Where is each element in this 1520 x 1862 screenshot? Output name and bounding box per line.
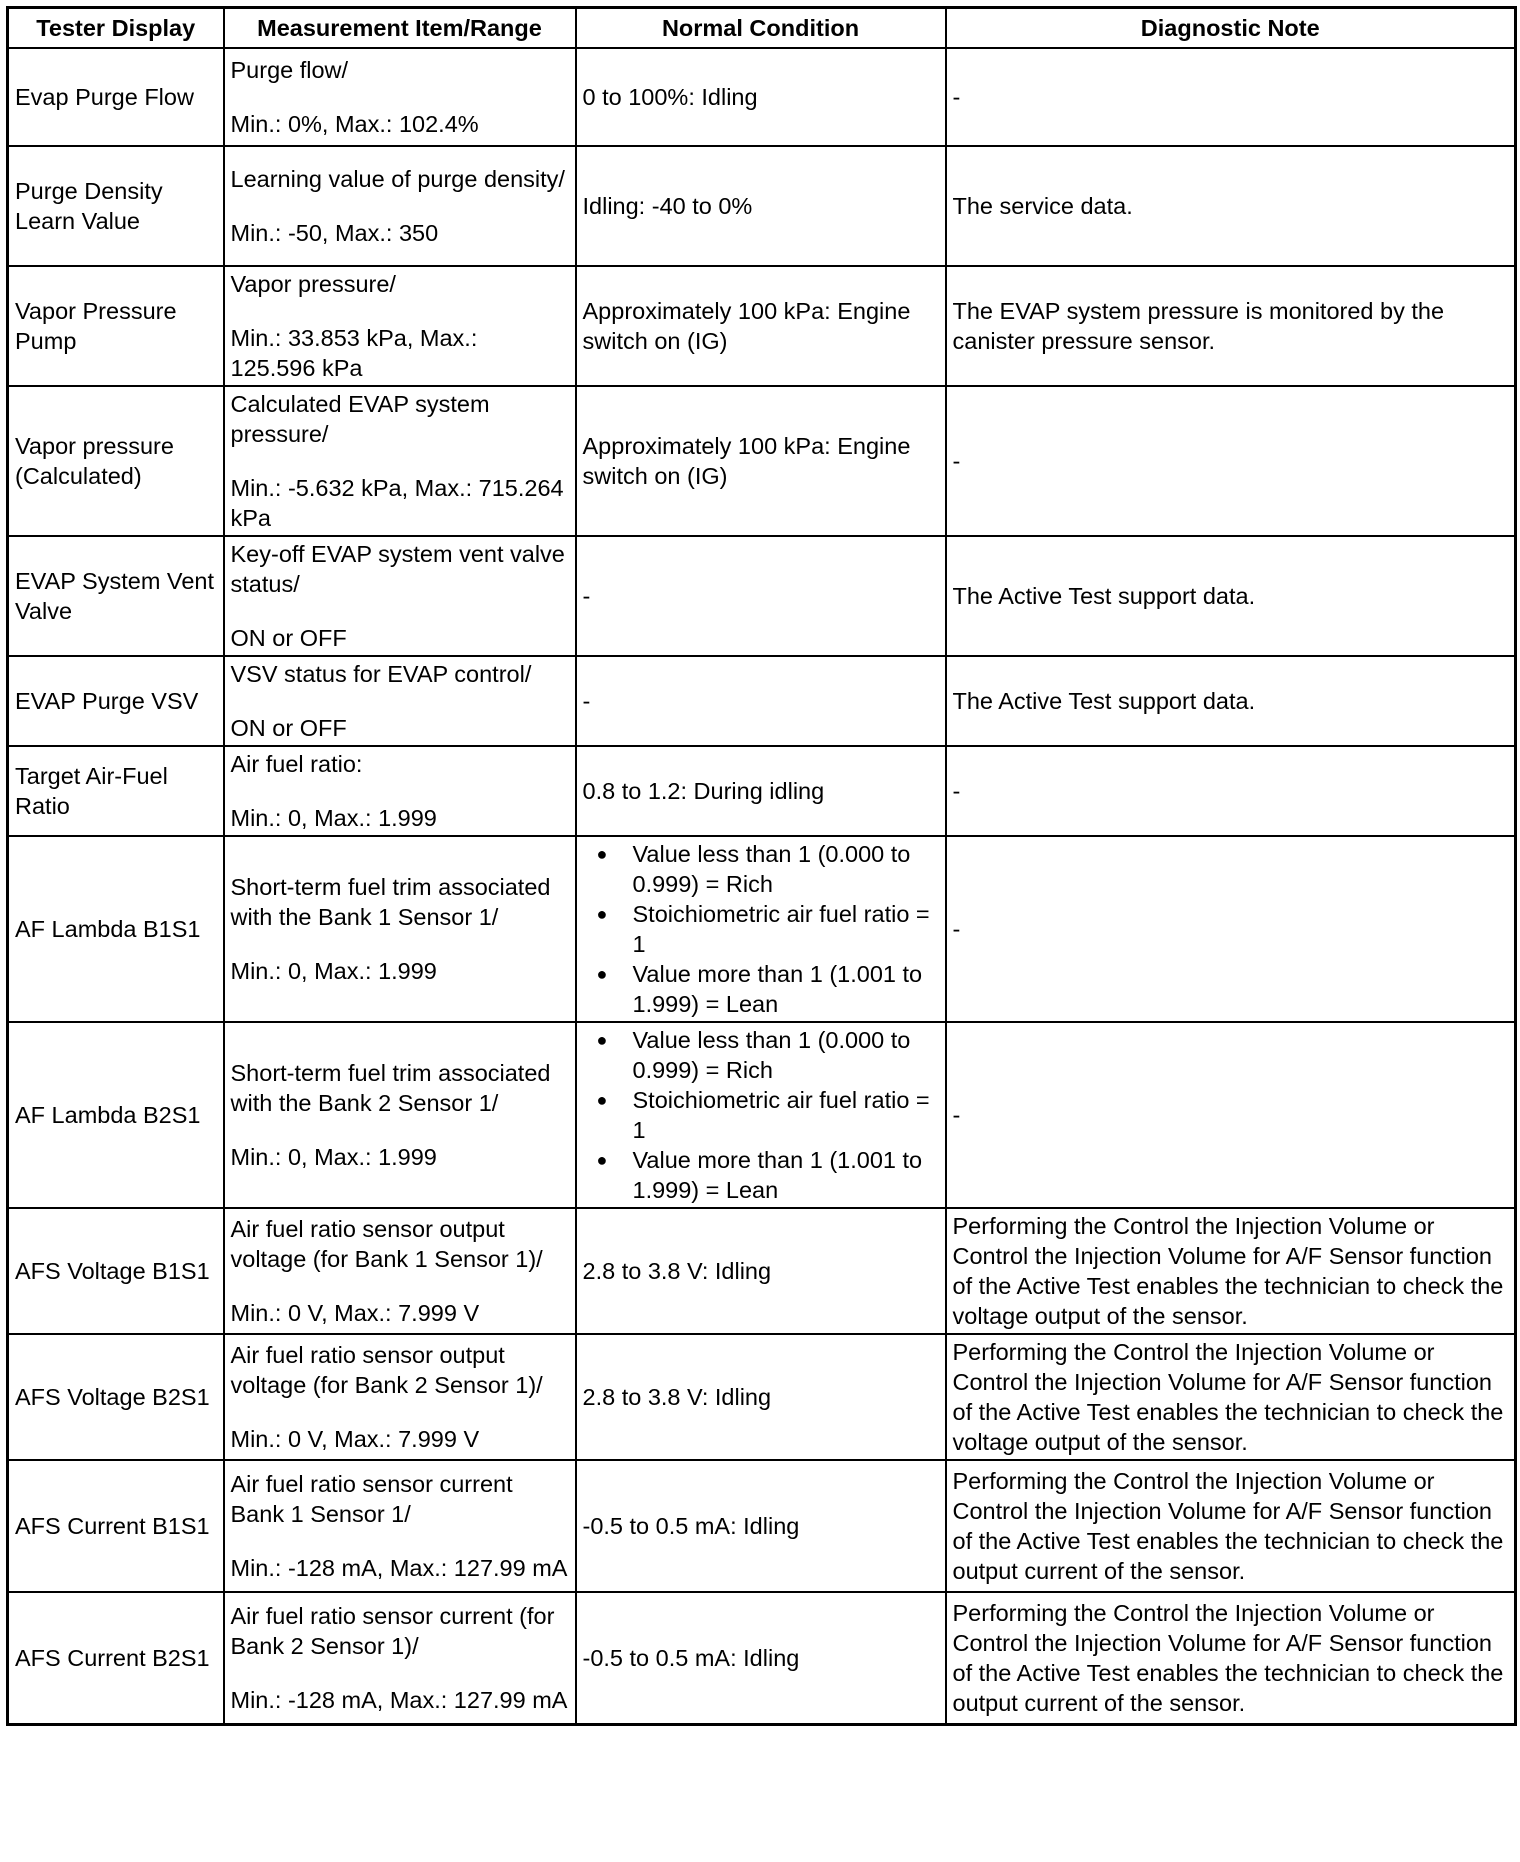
table-body bbox=[8, 48, 1516, 1724]
cell-tester-display: Purge Density Learn Value bbox=[8, 146, 224, 266]
measurement-description: Air fuel ratio sensor current Bank 1 Sensor 1/ bbox=[230, 1471, 513, 1527]
measurement-range: Min.: 33.853 kPa, Max.: 125.596 kPa bbox=[230, 325, 478, 381]
table-row bbox=[8, 146, 1516, 266]
cell-diagnostic-note: Performing the Control the Injection Volume or Control the Injection Volume for A/F Sensor function of the Active Test enables the technician to check the voltage output of the sensor. bbox=[946, 1208, 1516, 1334]
measurement-description: VSV status for EVAP control/ bbox=[230, 661, 532, 687]
table-row bbox=[8, 1592, 1516, 1724]
cell-tester-display: AFS Current B1S1 bbox=[8, 1460, 224, 1592]
measurement-spacer bbox=[231, 1529, 569, 1553]
cell-normal-condition: - bbox=[576, 536, 946, 656]
measurement-range: Min.: 0, Max.: 1.999 bbox=[230, 1144, 437, 1170]
header-diagnostic-note: Diagnostic Note bbox=[946, 8, 1516, 49]
cell-measurement-item bbox=[224, 836, 576, 1022]
table-row bbox=[8, 48, 1516, 146]
measurement-spacer bbox=[231, 1118, 569, 1142]
cell-measurement-item bbox=[224, 1022, 576, 1208]
cell-diagnostic-note: The EVAP system pressure is monitored by the canister pressure sensor. bbox=[946, 266, 1516, 386]
cell-diagnostic-note: The service data. bbox=[946, 146, 1516, 266]
measurement-spacer bbox=[231, 932, 569, 956]
cell-measurement-item bbox=[224, 1460, 576, 1592]
table-row bbox=[8, 536, 1516, 656]
normal-condition-list bbox=[583, 839, 939, 1019]
measurement-description: Air fuel ratio sensor current (for Bank 2 Sensor 1)/ bbox=[230, 1602, 555, 1659]
measurement-description: Vapor pressure/ bbox=[230, 271, 396, 297]
cell-normal-condition: 0.8 to 1.2: During idling bbox=[576, 746, 946, 836]
measurement-range: ON or OFF bbox=[230, 625, 347, 651]
table-row bbox=[8, 266, 1516, 386]
cell-measurement-item bbox=[224, 386, 576, 536]
cell-diagnostic-note: - bbox=[946, 1022, 1516, 1208]
measurement-description: Key-off EVAP system vent valve status/ bbox=[230, 541, 565, 597]
table-row bbox=[8, 1208, 1516, 1334]
measurement-spacer bbox=[231, 689, 569, 713]
measurement-description: Air fuel ratio sensor output voltage (for Bank 2 Sensor 1)/ bbox=[230, 1342, 543, 1398]
measurement-description: Purge flow/ bbox=[230, 57, 349, 83]
cell-measurement-item bbox=[224, 266, 576, 386]
normal-condition-bullet: ● Value more than 1 (1.001 to 1.999) = Lean bbox=[597, 1145, 939, 1205]
measurement-description: Air fuel ratio sensor output voltage (for Bank 1 Sensor 1)/ bbox=[230, 1216, 543, 1272]
measurement-range: Min.: 0, Max.: 1.999 bbox=[230, 805, 437, 831]
header-measurement-item: Measurement Item/Range bbox=[224, 8, 576, 49]
header-row bbox=[8, 8, 1516, 49]
normal-condition-bullet: ● Stoichiometric air fuel ratio = 1 bbox=[597, 1085, 939, 1145]
measurement-description: Calculated EVAP system pressure/ bbox=[230, 391, 490, 447]
cell-measurement-item bbox=[224, 536, 576, 656]
measurement-description: Air fuel ratio: bbox=[230, 751, 363, 777]
normal-condition-list bbox=[583, 1025, 939, 1205]
measurement-spacer bbox=[231, 194, 569, 218]
cell-diagnostic-note: Performing the Control the Injection Volume or Control the Injection Volume for A/F Sensor function of the Active Test enables the technician to check the output current of the sensor. bbox=[946, 1592, 1516, 1724]
cell-tester-display: AF Lambda B1S1 bbox=[8, 836, 224, 1022]
cell-tester-display: Target Air-Fuel Ratio bbox=[8, 746, 224, 836]
table-row bbox=[8, 1460, 1516, 1592]
measurement-spacer bbox=[231, 449, 569, 473]
measurement-spacer bbox=[231, 85, 569, 109]
cell-tester-display: AFS Current B2S1 bbox=[8, 1592, 224, 1724]
cell-normal-condition: 2.8 to 3.8 V: Idling bbox=[576, 1334, 946, 1460]
cell-tester-display: Evap Purge Flow bbox=[8, 48, 224, 146]
cell-diagnostic-note: Performing the Control the Injection Volume or Control the Injection Volume for A/F Sensor function of the Active Test enables the technician to check the voltage output of the sensor. bbox=[946, 1334, 1516, 1460]
cell-normal-condition: Approximately 100 kPa: Engine switch on (IG) bbox=[576, 386, 946, 536]
cell-diagnostic-note: - bbox=[946, 386, 1516, 536]
table-row bbox=[8, 836, 1516, 1022]
measurement-range: Min.: -128 mA, Max.: 127.99 mA bbox=[230, 1686, 568, 1713]
cell-normal-condition: Idling: -40 to 0% bbox=[576, 146, 946, 266]
measurement-spacer bbox=[231, 1274, 569, 1298]
cell-measurement-item bbox=[224, 656, 576, 746]
measurement-spacer bbox=[231, 779, 569, 803]
cell-tester-display: Vapor Pressure Pump bbox=[8, 266, 224, 386]
measurement-range: Min.: -5.632 kPa, Max.: 715.264 kPa bbox=[230, 475, 564, 531]
measurement-range: Min.: -128 mA, Max.: 127.99 mA bbox=[230, 1555, 568, 1581]
measurement-spacer bbox=[231, 599, 569, 623]
table-row bbox=[8, 1022, 1516, 1208]
cell-tester-display: EVAP Purge VSV bbox=[8, 656, 224, 746]
cell-diagnostic-note: - bbox=[946, 48, 1516, 146]
normal-condition-bullet: ● Value less than 1 (0.000 to 0.999) = Rich bbox=[597, 839, 939, 899]
cell-measurement-item bbox=[224, 48, 576, 146]
cell-measurement-item bbox=[224, 146, 576, 266]
measurement-range: Min.: 0 V, Max.: 7.999 V bbox=[230, 1300, 480, 1326]
measurement-range: Min.: 0%, Max.: 102.4% bbox=[230, 111, 479, 137]
measurement-description: Short-term fuel trim associated with the Bank 2 Sensor 1/ bbox=[230, 1060, 551, 1116]
cell-tester-display: Vapor pressure (Calculated) bbox=[8, 386, 224, 536]
cell-normal-condition: 0 to 100%: Idling bbox=[576, 48, 946, 146]
cell-tester-display: AFS Voltage B1S1 bbox=[8, 1208, 224, 1334]
cell-normal-condition: -0.5 to 0.5 mA: Idling bbox=[576, 1460, 946, 1592]
cell-diagnostic-note: - bbox=[946, 836, 1516, 1022]
cell-normal-condition: 2.8 to 3.8 V: Idling bbox=[576, 1208, 946, 1334]
cell-diagnostic-note: The Active Test support data. bbox=[946, 656, 1516, 746]
measurement-description: Short-term fuel trim associated with the Bank 1 Sensor 1/ bbox=[230, 874, 551, 930]
normal-condition-bullet: ● Value more than 1 (1.001 to 1.999) = Lean bbox=[597, 959, 939, 1019]
normal-condition-bullet: ● Value less than 1 (0.000 to 0.999) = Rich bbox=[597, 1025, 939, 1085]
normal-condition-bullet: ● Stoichiometric air fuel ratio = 1 bbox=[597, 899, 939, 959]
cell-normal-condition: -0.5 to 0.5 mA: Idling bbox=[576, 1592, 946, 1724]
cell-normal-condition bbox=[576, 1022, 946, 1208]
cell-diagnostic-note: - bbox=[946, 746, 1516, 836]
measurement-range: Min.: 0 V, Max.: 7.999 V bbox=[230, 1426, 480, 1452]
cell-tester-display: AF Lambda B2S1 bbox=[8, 1022, 224, 1208]
cell-measurement-item bbox=[224, 1592, 576, 1724]
cell-normal-condition: - bbox=[576, 656, 946, 746]
measurement-spacer bbox=[231, 1661, 569, 1685]
cell-measurement-item bbox=[224, 746, 576, 836]
cell-diagnostic-note: Performing the Control the Injection Volume or Control the Injection Volume for A/F Sensor function of the Active Test enables the technician to check the output current of the sensor. bbox=[946, 1460, 1516, 1592]
measurement-range: ON or OFF bbox=[230, 715, 347, 741]
table-row bbox=[8, 746, 1516, 836]
measurement-spacer bbox=[231, 1400, 569, 1424]
measurement-description: Learning value of purge density/ bbox=[230, 166, 565, 192]
table-row bbox=[8, 1334, 1516, 1460]
cell-diagnostic-note: The Active Test support data. bbox=[946, 536, 1516, 656]
header-tester-display: Tester Display bbox=[8, 8, 224, 49]
cell-normal-condition: Approximately 100 kPa: Engine switch on (IG) bbox=[576, 266, 946, 386]
header-normal-condition: Normal Condition bbox=[576, 8, 946, 49]
table-row bbox=[8, 656, 1516, 746]
measurement-spacer bbox=[231, 299, 569, 323]
cell-normal-condition bbox=[576, 836, 946, 1022]
cell-tester-display: AFS Voltage B2S1 bbox=[8, 1334, 224, 1460]
cell-tester-display: EVAP System Vent Valve bbox=[8, 536, 224, 656]
cell-measurement-item bbox=[224, 1208, 576, 1334]
cell-measurement-item bbox=[224, 1334, 576, 1460]
measurement-range: Min.: 0, Max.: 1.999 bbox=[230, 958, 437, 984]
measurement-range: Min.: -50, Max.: 350 bbox=[230, 220, 439, 246]
tester-data-table bbox=[6, 6, 1517, 1726]
table-row bbox=[8, 386, 1516, 536]
